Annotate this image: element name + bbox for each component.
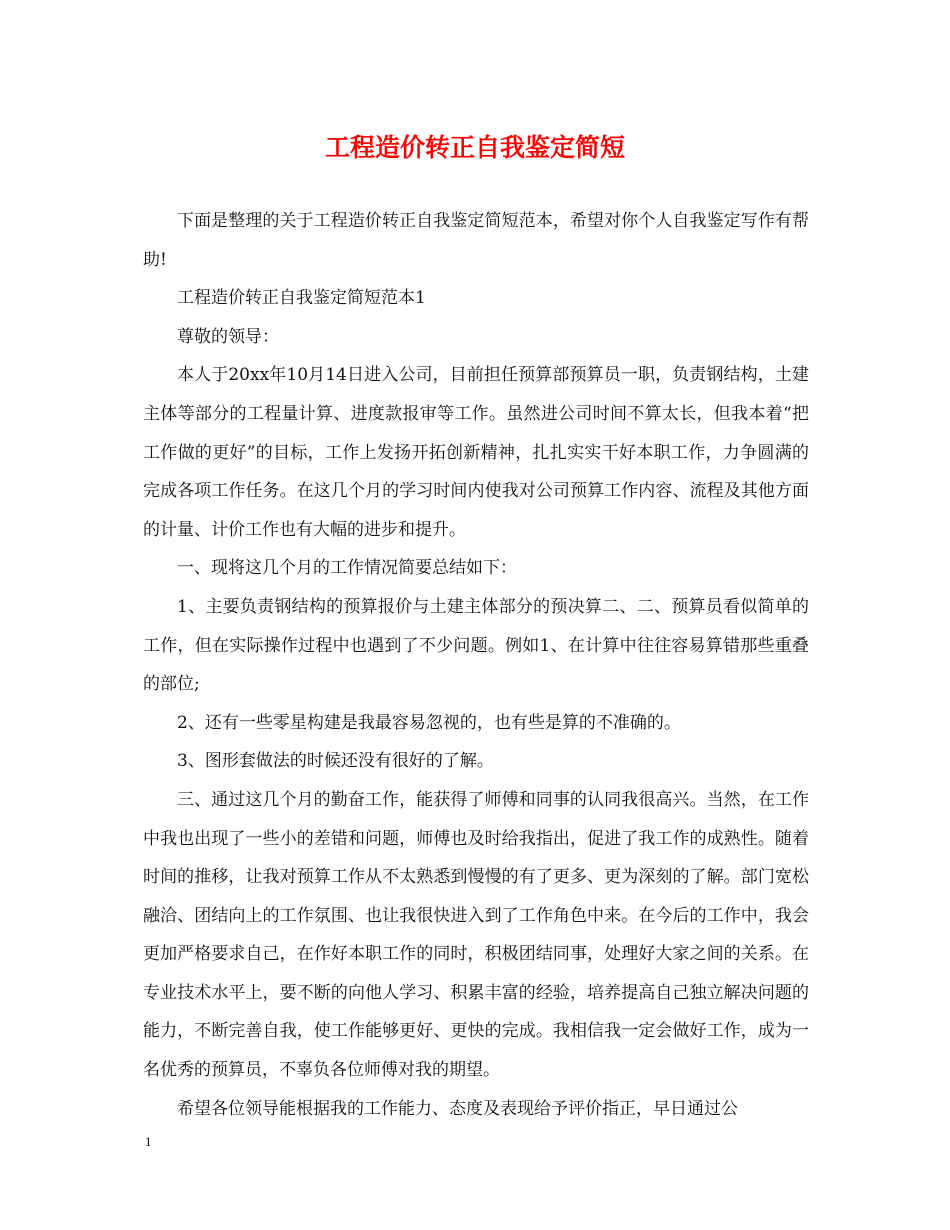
salutation: 尊敬的领导：: [177, 326, 279, 347]
section-heading: 一、现将这几个月的工作情况简要总结如下：: [177, 558, 517, 579]
document-body: [143, 202, 809, 1128]
body-paragraph: 本人于20xx年10月14日进入公司，目前担任预算部预算员一职，负责钢结构，土建主体等部分的工程量计算、进度款报审等工作。虽然进公司时间不算太长，但我本着“把工作做的更好”的目标，工作上发扬开拓创新精神，扎扎实实干好本职工作，力争圆满的完成各项工作任务。在这几个月的学习时间内使我对公司预算工作内容、流程及其他方面的计量、计价工作也有大幅的进步和提升。: [143, 365, 809, 540]
page-number: 1: [145, 1134, 152, 1149]
body-paragraph: 三、通过这几个月的勤奋工作，能获得了师傅和同事的认同我很高兴。当然，在工作中我也出现了一些小的差错和问题，师傅也及时给我指出，促进了我工作的成熟性。随着时间的推移，让我对预算工作从不太熟悉到慢慢的有了更多、更为深刻的了解。部门宽松融洽、团结向上的工作氛围、也让我很快进入到了工作角色中来。在今后的工作中，我会更加严格要求自己，在作好本职工作的同时，积极团结同事，处理好大家之间的关系。在专业技术水平上，要不断的向他人学习、积累丰富的经验，培养提高自己独立解决问题的能力，不断完善自我，使工作能够更好、更快的完成。我相信我一定会做好工作，成为一名优秀的预算员，不辜负各位师傅对我的期望。: [143, 789, 809, 1081]
list-item: 1、主要负责钢结构的预算报价与土建主体部分的预决算二、二、预算员看似简单的工作，但在实际操作过程中也遇到了不少问题。例如1、在计算中往往容易算错那些重叠的部位;: [143, 596, 809, 695]
document-title: 工程造价转正自我鉴定简短: [324, 133, 625, 162]
body-paragraph: 希望各位领导能根据我的工作能力、态度及表现给予评价指正，早日通过公: [177, 1098, 738, 1119]
list-item: 2、还有一些零星构建是我最容易忽视的，也有些是算的不准确的。: [177, 712, 681, 733]
list-item: 3、图形套做法的时候还没有很好的了解。: [177, 751, 494, 772]
sample-heading: 工程造价转正自我鉴定简短范本1: [177, 288, 426, 309]
intro-paragraph: 下面是整理的关于工程造价转正自我鉴定简短范本，希望对你个人自我鉴定写作有帮助!: [143, 211, 809, 270]
